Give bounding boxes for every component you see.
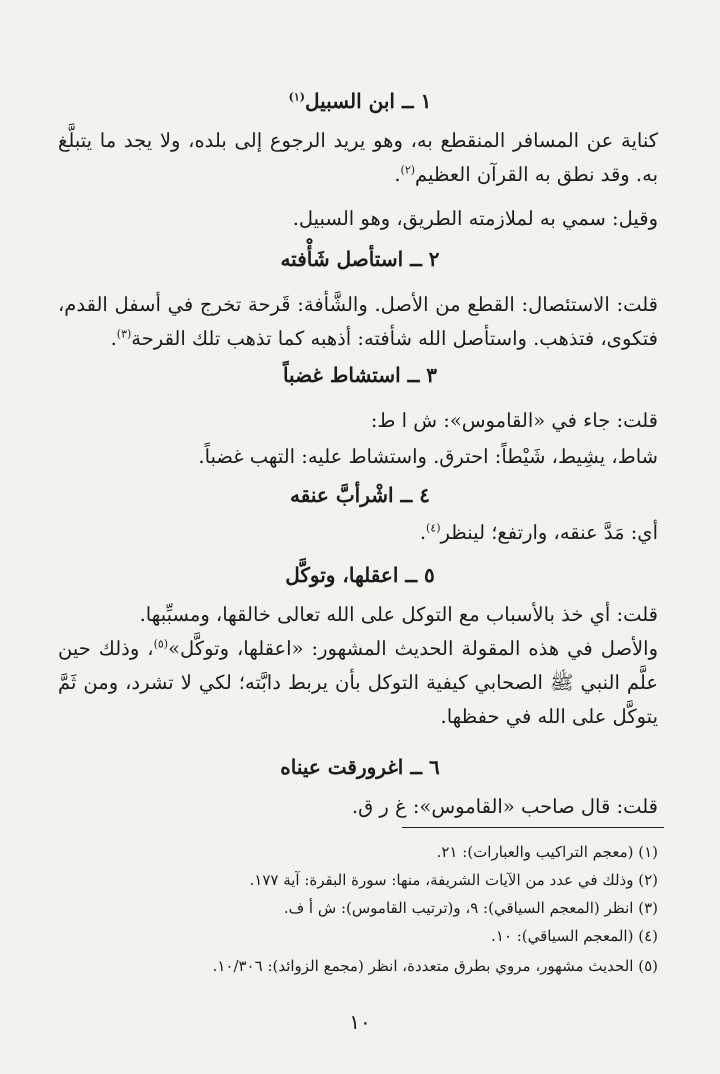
- footnote-ref: (٢): [400, 163, 416, 177]
- paragraph-text: وقيل: سمي به لملازمته الطريق، وهو السبيل.: [292, 207, 658, 230]
- paragraph-5-1: [58, 598, 658, 632]
- heading-text: ٢ ــ استأصل شَأْفته: [280, 247, 440, 271]
- heading-text: ١ ــ ابن السبيل: [304, 89, 432, 113]
- footnote-ref: (٥): [153, 637, 169, 651]
- paragraph-5-2: [58, 632, 658, 734]
- section-heading-4: [60, 482, 660, 508]
- footnote-2: (٢) وذلك في عدد من الآيات الشريفة، منها: سورة البقرة: آية ١٧٧.: [249, 871, 658, 889]
- paragraph-text: أي: مَدَّ عنقه، وارتفع؛ لينظر: [440, 521, 658, 544]
- paragraph-text: والأصل في هذه المقولة الحديث المشهور: «اعقلها، وتوكَّل»: [168, 637, 658, 660]
- section-heading-1: [60, 88, 660, 114]
- section-heading-6: [60, 754, 660, 780]
- heading-text: ٥ ــ اعقلها، وتوكَّل: [285, 563, 435, 587]
- paragraph-text: قلت: أي خذ بالأسباب مع التوكل على الله تعالى خالقها، ومسبِّبها.: [139, 603, 658, 626]
- section-heading-2: [60, 246, 660, 272]
- paragraph-text: شاط، يشِيط، شَيْطاً: احترق. واستشاط عليه: التهب غضباً.: [198, 445, 658, 468]
- footnote-4: (٤) (المعجم السياقي): ١٠.: [491, 927, 658, 945]
- paragraph-text: قلت: جاء في «القاموس»: ش ا ط:: [370, 409, 658, 432]
- paragraph-3-1: [58, 404, 658, 438]
- section-heading-3: [60, 362, 660, 388]
- footnote-ref: (٣): [116, 327, 132, 341]
- paragraph-2-1: قلت: الاستئصال: القطع من الأصل. والشَّأفة: قَرحة تخرج في أسفل القدم، فتكوى، فتذهب. واستأصل الله شأفته: أذهبه كما تذهب تلك القرحة$^{(٣)}$.: [58, 293, 658, 350]
- paragraph-text: ، وذلك حين علَّم النبي ﷺ الصحابي كيفية التوكل بأن يربط دابَّته؛ لكي لا تشرد، ومن ثَمَّ يتوكَّل على الله في حفظها.: [58, 637, 658, 728]
- footnote-ref: (٤): [426, 521, 441, 535]
- heading-text: ٤ ــ اشْرأبَّ عنقه: [290, 483, 430, 507]
- footnote-1: (١) (معجم التراكيب والعبارات): ٢١.: [436, 843, 658, 861]
- paragraph-1-2: [58, 202, 658, 236]
- footnote-ref: (١): [288, 90, 305, 104]
- paragraph-text: قلت: قال صاحب «القاموس»: غ ر ق.: [351, 795, 658, 818]
- footnote-3: (٣) انظر (المعجم السياقي): ٩، و(ترتيب القاموس): ش أ ف.: [283, 899, 658, 917]
- footnote-5: (٥) الحديث مشهور، مروي بطرق متعددة، انظر (مجمع الزوائد): ١٠/٣٠٦.: [212, 957, 658, 975]
- paragraph-3-2: [58, 440, 658, 474]
- footnote-divider: [402, 827, 664, 828]
- heading-text: ٣ ــ استشاط غضباً: [282, 363, 438, 387]
- paragraph-1-1: كناية عن المسافر المنقطع به، وهو يريد الرجوع إلى بلده، ولا يجد ما يتبلَّغ به. وقد نطق به القرآن العظيم$^{(٢)}$.: [58, 129, 658, 186]
- paragraph-text: قلت: الاستئصال: القطع من الأصل. والشَّأفة: قَرحة تخرج في أسفل القدم، فتكوى، فتذهب. واستأصل الله شأفته: أذهبه كما تذهب تلك القرحة: [58, 293, 658, 350]
- section-heading-5: [60, 562, 660, 588]
- paragraph-text: كناية عن المسافر المنقطع به، وهو يريد الرجوع إلى بلده، ولا يجد ما يتبلَّغ به. وقد نطق به القرآن العظيم: [58, 129, 658, 186]
- paragraph-4-1: أي: مَدَّ عنقه، وارتفع؛ لينظر$^{(٤)}$.: [419, 521, 658, 544]
- paragraph-6-1: [58, 790, 658, 824]
- heading-text: ٦ ــ اغرورقت عيناه: [280, 755, 440, 779]
- page-number: ١٠: [349, 1010, 371, 1034]
